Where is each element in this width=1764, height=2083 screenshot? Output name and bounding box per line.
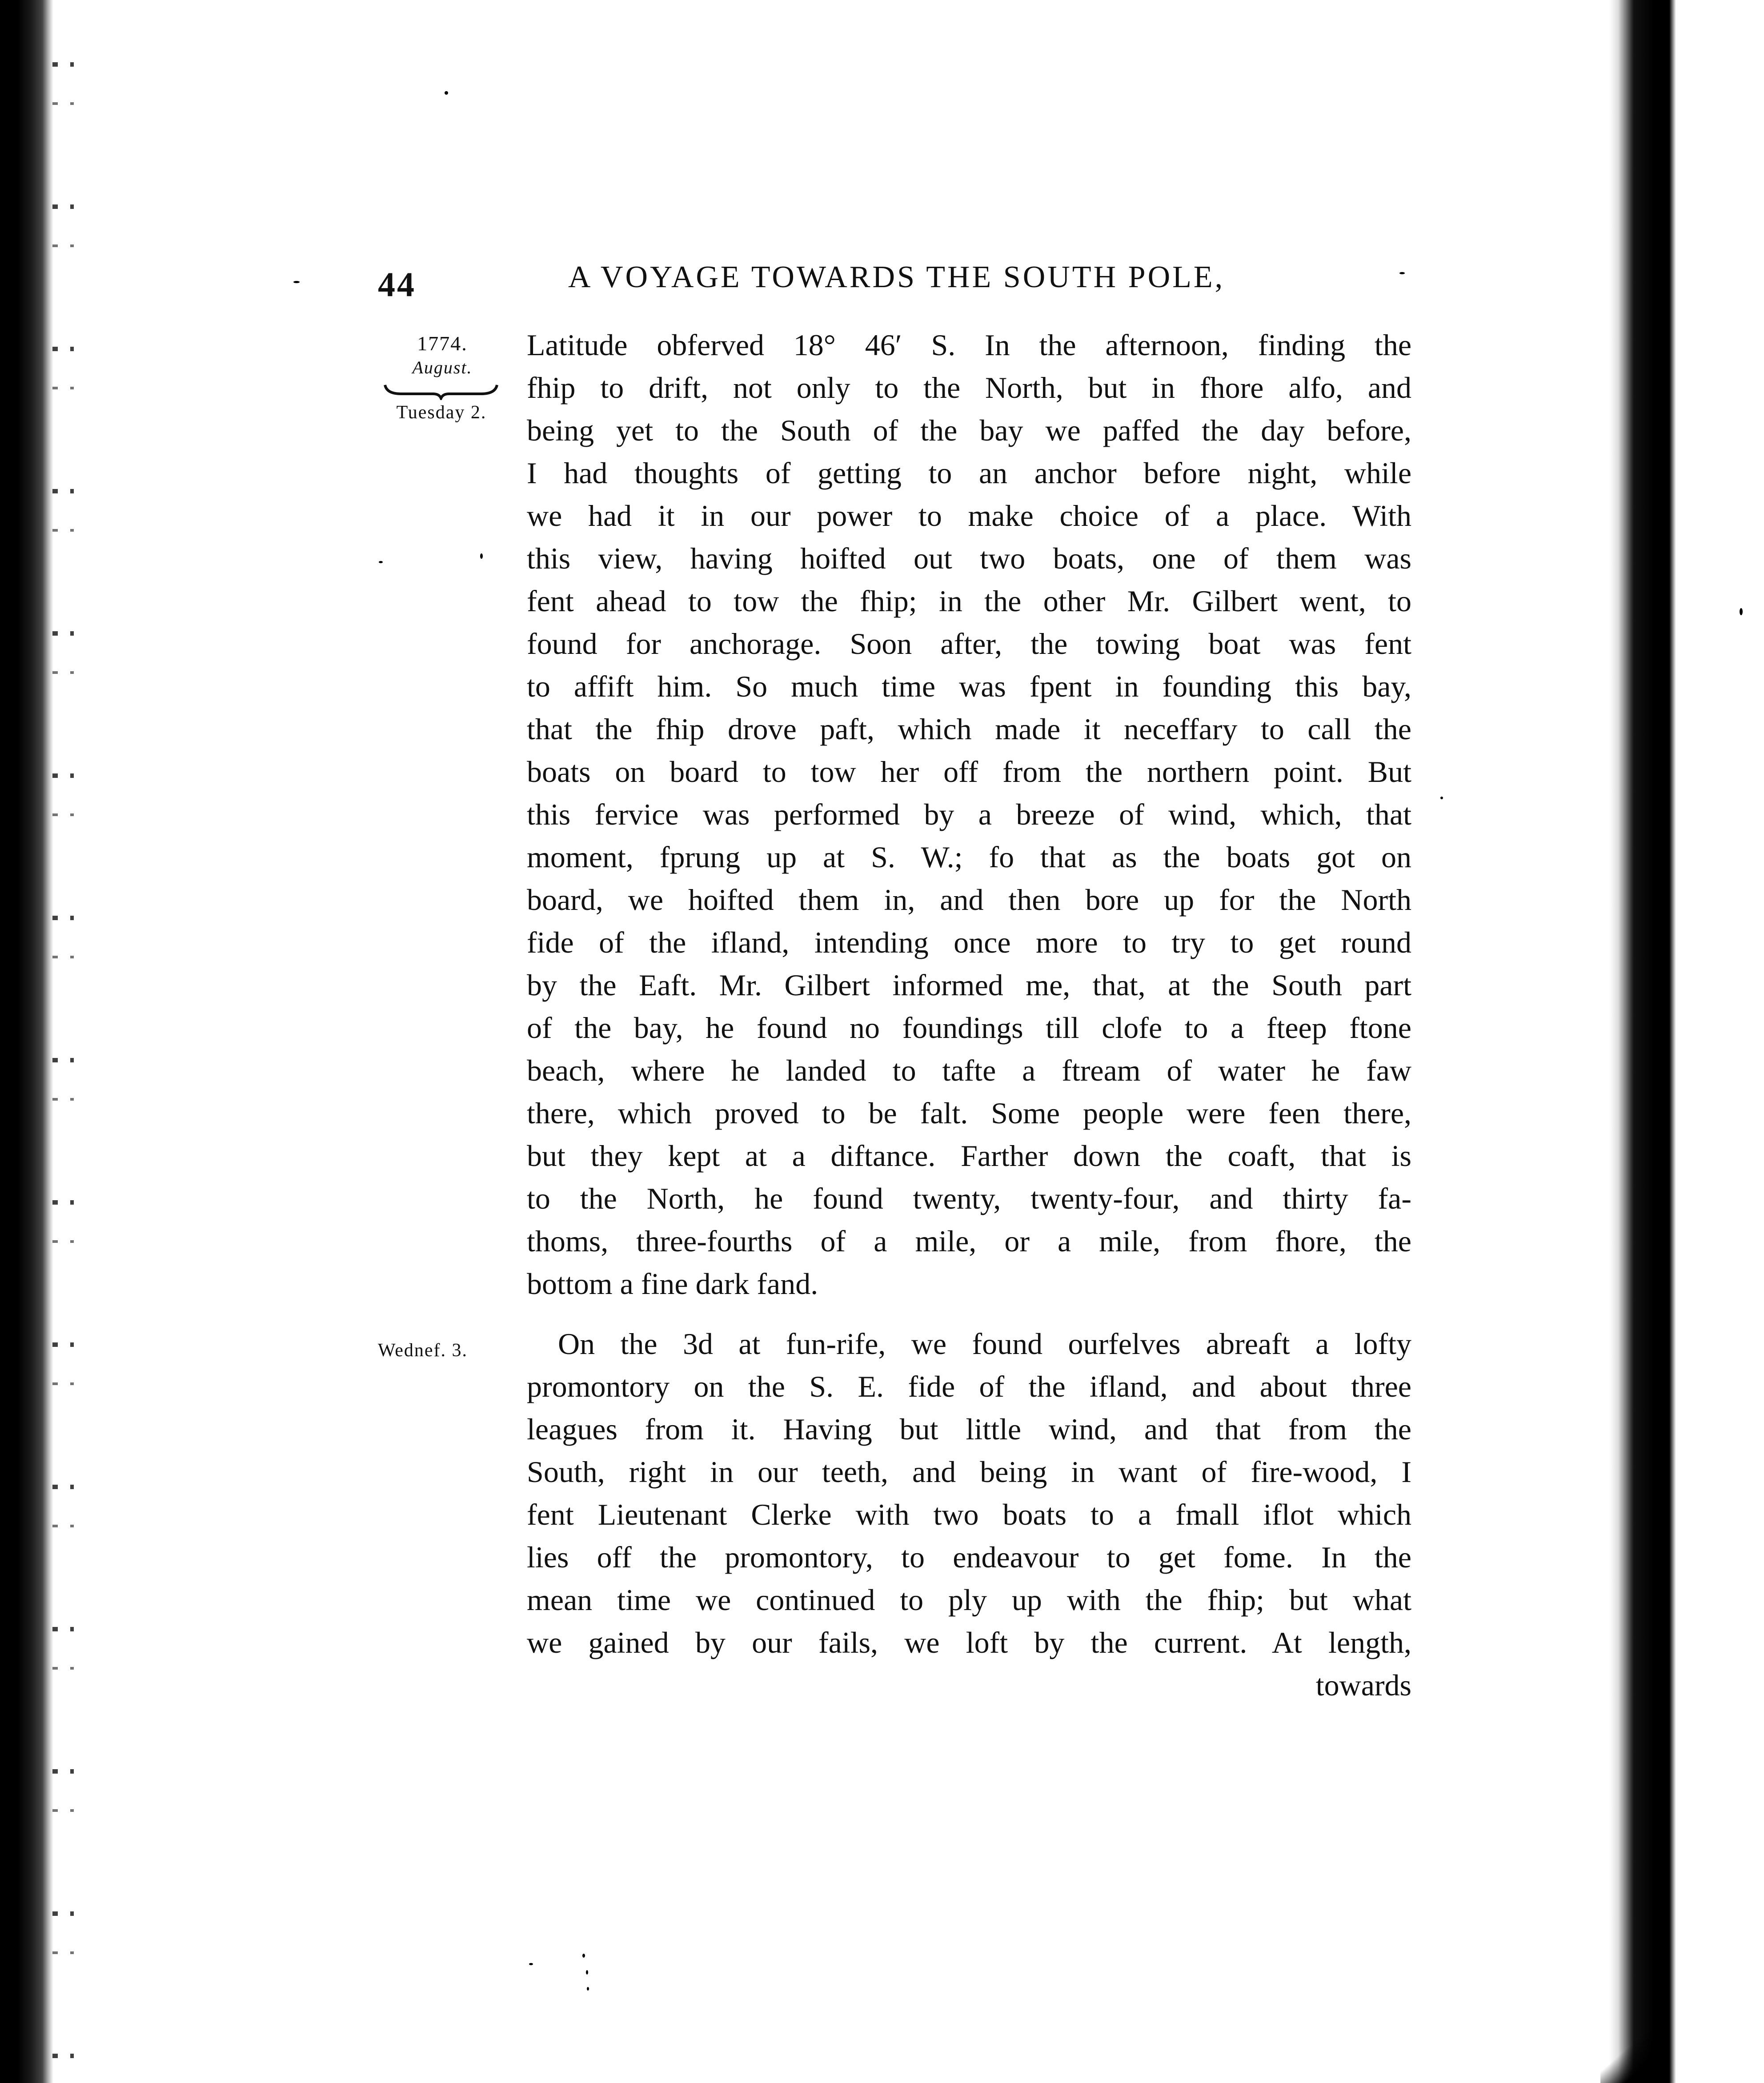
text-line: board, we hoifted them in, and then bore up for the North: [527, 883, 1411, 917]
text-line: there, which proved to be falt. Some people were feen there,: [527, 1096, 1411, 1130]
text-line: we gained by our fails, we loft by the current. At length,: [527, 1626, 1411, 1659]
scan-speck: [379, 561, 383, 563]
running-head: A VOYAGE TOWARDS THE SOUTH POLE,: [568, 260, 1225, 294]
text-line: beach, where he landed to tafte a ftream of water he faw: [527, 1054, 1411, 1087]
margin-month: August.: [412, 357, 473, 377]
catchword: towards: [1315, 1668, 1411, 1702]
text-line: found for anchorage. Soon after, the towing boat was fent: [527, 627, 1411, 661]
text-line: fhip to drift, not only to the North, but in fhore alfo, and: [527, 371, 1411, 405]
text-line: fide of the ifland, intending once more to try to get round: [527, 925, 1411, 959]
margin-date-wednesday: Wednef. 3.: [378, 1340, 468, 1361]
scan-speck: [1399, 272, 1405, 274]
text-line: promontory on the S. E. fide of the ifland, and about three: [527, 1370, 1411, 1403]
right-page-edge: [1609, 0, 1764, 2083]
text-line: thoms, three-fourths of a mile, or a mile, from fhore, the: [527, 1224, 1411, 1258]
text-line: leagues from it. Having but little wind, and that from the: [527, 1412, 1411, 1446]
text-line: this fervice was performed by a breeze of wind, which, that: [527, 797, 1411, 831]
text-line: bottom a fine dark fand.: [527, 1267, 818, 1301]
text-line: South, right in our teeth, and being in want of fire-wood, I: [527, 1455, 1411, 1489]
text-line: On the 3d at fun-rife, we found ourfelves abreaft a lofty: [558, 1327, 1411, 1361]
text-line: boats on board to tow her off from the northern point. But: [527, 755, 1411, 789]
paragraph-1: [527, 324, 1411, 1305]
page-number: 44: [378, 265, 416, 304]
text-line: mean time we continued to ply up with the fhip; but what: [527, 1583, 1411, 1617]
scan-speck: [293, 281, 300, 283]
scan-speck: [1740, 608, 1743, 615]
text-line: being yet to the South of the bay we paffed the day before,: [527, 413, 1411, 447]
text-line: this view, having hoifted out two boats, one of them was: [527, 541, 1411, 575]
scan-speck: [480, 553, 483, 559]
scan-speck: [586, 1970, 588, 1975]
left-gutter-shadow: [0, 0, 53, 2083]
scan-speck: [587, 1987, 589, 1991]
margin-year: 1774.: [417, 332, 468, 355]
text-line: fent ahead to tow the fhip; in the other Mr. Gilbert went, to: [527, 584, 1411, 618]
text-line: Latitude obferved 18° 46′ S. In the afternoon, finding the: [527, 328, 1411, 362]
margin-brace: [383, 382, 499, 400]
text-line: fent Lieutenant Clerke with two boats to a fmall iflot which: [527, 1498, 1411, 1531]
text-line: lies off the promontory, to endeavour to get fome. In the: [527, 1540, 1411, 1574]
text-line: moment, fprung up at S. W.; fo that as the boats got on: [527, 840, 1411, 874]
scan-speck: [445, 91, 448, 95]
scan-speck: [1440, 797, 1443, 799]
paragraph-2: [527, 1322, 1411, 1706]
margin-date-tuesday: Tuesday 2.: [396, 402, 487, 423]
text-line: I had thoughts of getting to an anchor before night, while: [527, 456, 1411, 490]
text-line: we had it in our power to make choice of a place. With: [527, 499, 1411, 533]
scan-speck: [582, 1954, 585, 1958]
left-gutter-specks: [52, 0, 92, 2083]
text-line: to affift him. So much time was fpent in founding this bay,: [527, 669, 1411, 703]
text-line: by the Eaft. Mr. Gilbert informed me, that, at the South part: [527, 968, 1411, 1002]
scan-speck: [529, 1963, 533, 1965]
text-line: to the North, he found twenty, twenty-four, and thirty fa-: [527, 1182, 1411, 1215]
right-page-curl: [1600, 2027, 1663, 2083]
text-line: that the fhip drove paft, which made it neceffary to call the: [527, 712, 1411, 746]
text-line: of the bay, he found no foundings till clofe to a fteep ftone: [527, 1011, 1411, 1045]
text-line: but they kept at a diftance. Farther down the coaft, that is: [527, 1139, 1411, 1173]
